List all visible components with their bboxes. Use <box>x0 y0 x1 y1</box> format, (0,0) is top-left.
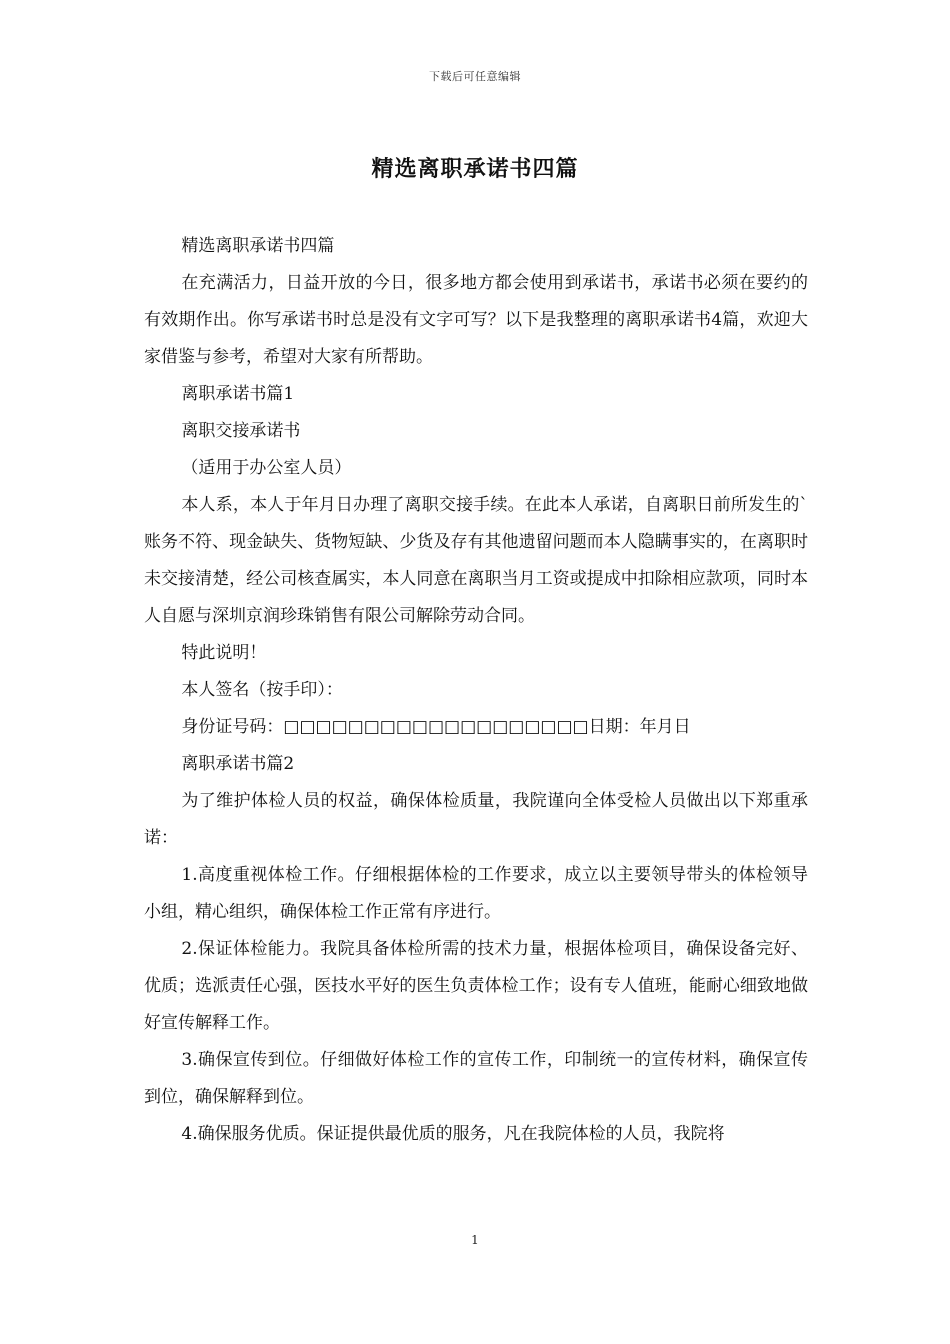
paragraph-intro: 在充满活力，日益开放的今日，很多地方都会使用到承诺书，承诺书必须在要约的有效期作出。你写承诺书时总是没有文字可写？以下是我整理的离职承诺书4篇，欢迎大家借鉴与参考，希望对大家有所帮助。 <box>144 273 808 367</box>
list-item: 3.确保宣传到位。仔细做好体检工作的宣传工作，印制统一的宣传材料，确保宣传到位，确保解释到位。 <box>144 1050 808 1107</box>
paragraph-commitment: 本人系，本人于年月日办理了离职交接手续。在此本人承诺，自离职日前所发生的`账务不符、现金缺失、货物短缺、少货及存有其他遗留问题而本人隐瞒事实的，在离职时未交接清楚，经公司核查属实，本人同意在离职当月工资或提成中扣除相应款项，同时本人自愿与深圳京润珍珠销售有限公司解除劳动合同。 <box>144 495 808 626</box>
id-number-line: 身份证号码：□□□□□□□□□□□□□□□□□□□日期：年月日 <box>181 717 691 737</box>
document-title: 精选离职承诺书四篇 <box>371 156 579 182</box>
list-item: 1.高度重视体检工作。仔细根据体检的工作要求，成立以主要领导带头的体检领导小组，精心组织，确保体检工作正常有序进行。 <box>144 865 808 922</box>
header-note: 下载后可任意编辑 <box>429 70 521 83</box>
paragraph-heading: 离职交接承诺书 <box>181 421 301 441</box>
section-heading-2: 离职承诺书篇2 <box>181 754 295 774</box>
paragraph-exam-intro: 为了维护体检人员的权益，确保体检质量，我院谨向全体受检人员做出以下郑重承诺： <box>144 791 808 848</box>
list-item: 4.确保服务优质。保证提供最优质的服务，凡在我院体检的人员，我院将 <box>181 1124 725 1144</box>
document-body <box>144 228 808 1153</box>
list-item: 2.保证体检能力。我院具备体检所需的技术力量，根据体检项目，确保设备完好、优质；选派责任心强，医技水平好的医生负责体检工作；设有专人值班，能耐心细致地做好宣传解释工作。 <box>144 939 808 1033</box>
paragraph-note: （适用于办公室人员） <box>181 458 352 478</box>
section-heading-1: 离职承诺书篇1 <box>181 384 295 404</box>
page-number: 1 <box>471 1233 479 1247</box>
paragraph-subtitle: 精选离职承诺书四篇 <box>181 236 335 256</box>
paragraph-statement: 特此说明！ <box>181 643 267 663</box>
signature-line: 本人签名（按手印）： <box>181 680 343 700</box>
